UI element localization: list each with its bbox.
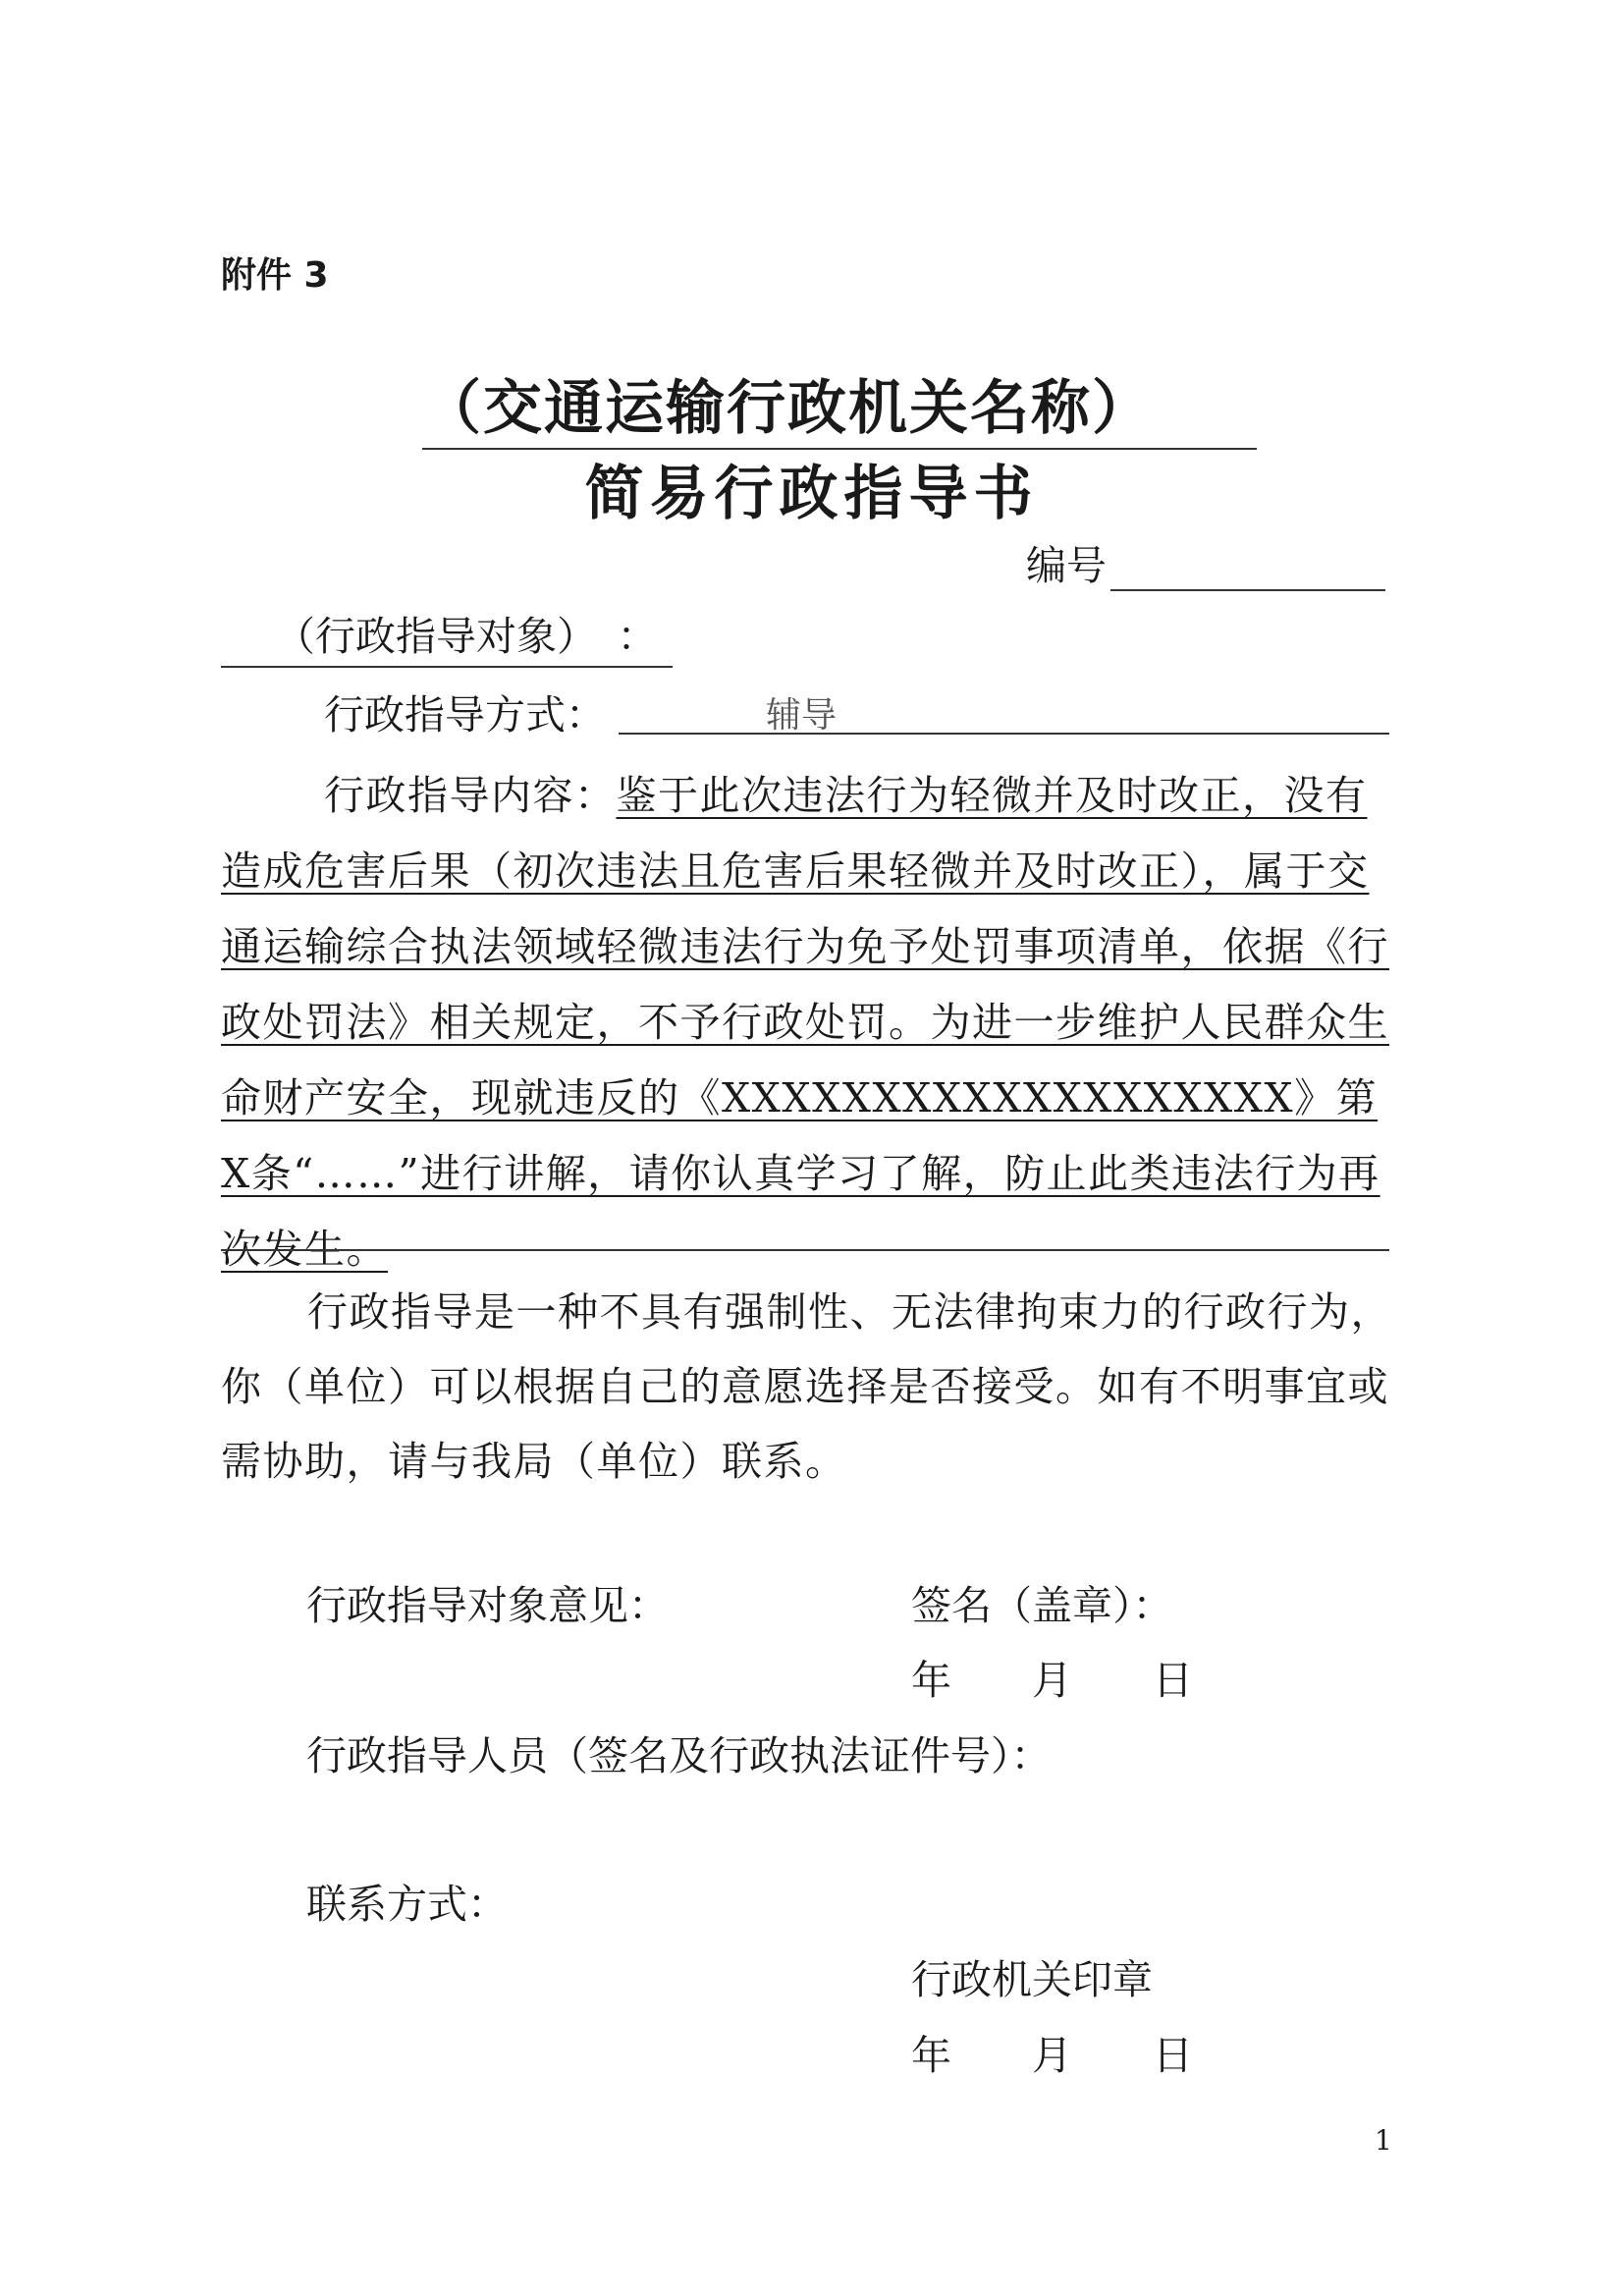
target-opinion-label: 行政指导对象意见： xyxy=(306,1582,669,1629)
document-title: 简易行政指导书 xyxy=(584,460,1039,528)
content-blank-line xyxy=(221,1247,1389,1251)
officer-label: 行政指导人员（签名及行政执法证件号）： xyxy=(306,1732,1052,1779)
page-number: 1 xyxy=(1375,2124,1392,2157)
serial-number-blank[interactable] xyxy=(1110,538,1385,591)
guidance-target-field[interactable]: （行政指导对象） ： xyxy=(221,604,673,668)
guidance-content-text[interactable]: 鉴于此次违法行为轻微并及时改正，没有造成危害后果（初次违法且危害后果轻微并及时改正），属于交通运输综合执法领域轻微违法行为免予处罚事项清单，依据《行政处罚法》相关规定，不予行政处罚。为进一步维护人民群众生命财产安全，现就违反的《XXXXXXXXXXXXXXXXXXX》第X条“……”进行讲解，请你认真学习了解，防止此类违法行为再次发生。 xyxy=(221,772,1389,1273)
date-line-2: 年 月 日 xyxy=(911,2032,1193,2079)
attachment-label: 附件 3 xyxy=(221,255,329,296)
signature-label: 签名（盖章）： xyxy=(911,1582,1173,1629)
guidance-content-label: 行政指导内容： xyxy=(324,772,617,819)
guidance-method-value[interactable]: 辅导 xyxy=(619,687,1389,735)
serial-number-field xyxy=(1026,533,1385,591)
serial-number-label: 编号 xyxy=(1026,542,1107,589)
agency-seal-label: 行政机关印章 xyxy=(911,1956,1153,2003)
notice-paragraph: 行政指导是一种不具有强制性、无法律拘束力的行政行为，你（单位）可以根据自己的意愿选择是否接受。如有不明事宜或需协助，请与我局（单位）联系。 xyxy=(221,1288,1392,1485)
contact-label: 联系方式： xyxy=(306,1881,508,1928)
date-line-1: 年 月 日 xyxy=(911,1657,1193,1704)
guidance-method-label: 行政指导方式： xyxy=(324,691,606,738)
guidance-content-paragraph xyxy=(221,758,1399,1287)
agency-name-title: （交通运输行政机关名称） xyxy=(422,361,1257,450)
